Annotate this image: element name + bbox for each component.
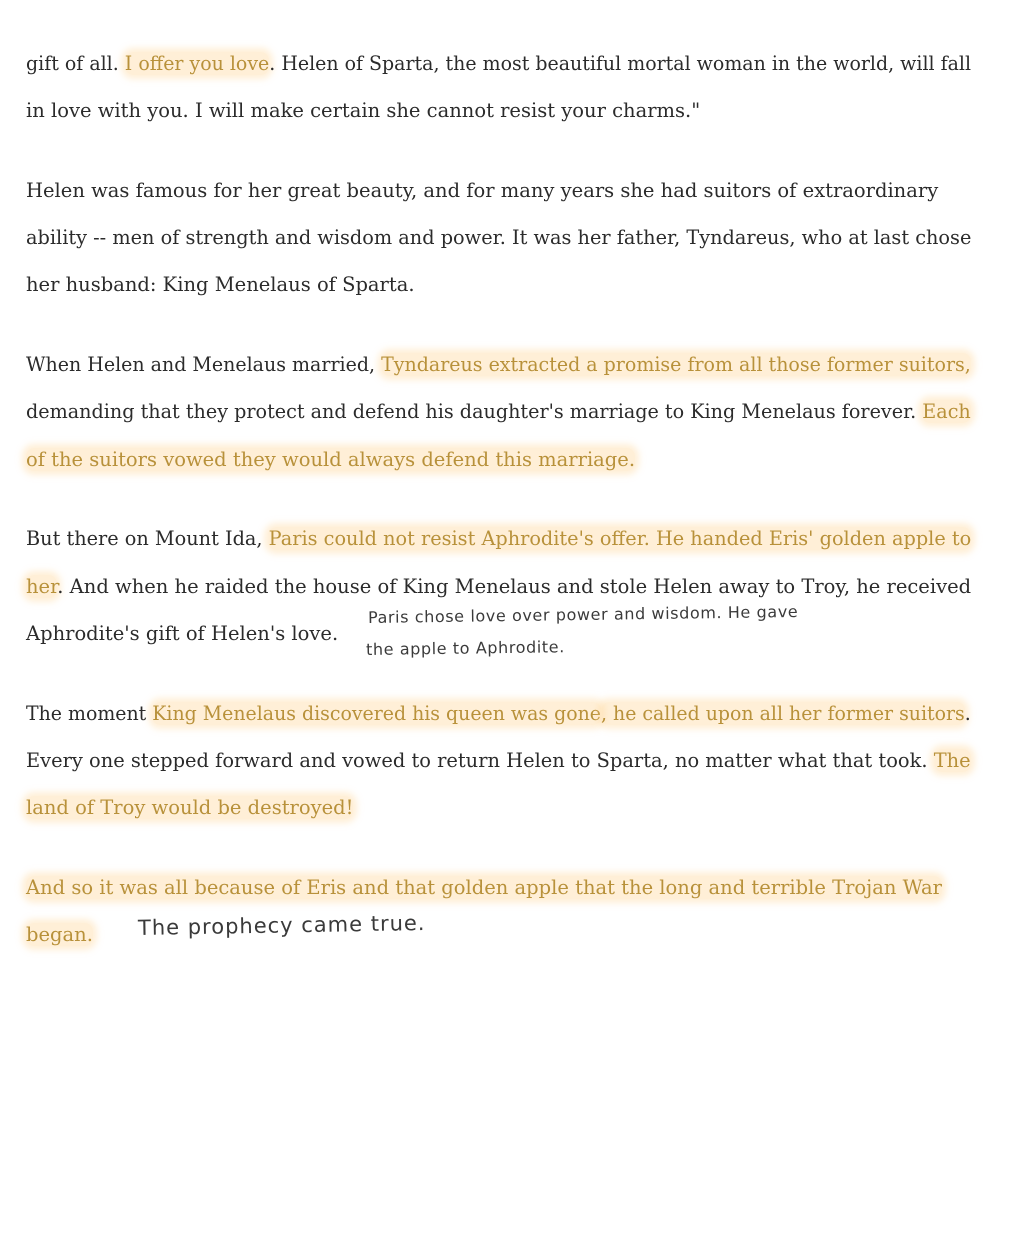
text-run: But there on Mount Ida,	[26, 527, 269, 550]
paragraph-4-line-1	[26, 526, 971, 552]
highlighted-text: Paris could not resist Aphrodite's offer. He handed Eris' golden apple to	[268, 527, 972, 550]
highlighted-text: King Menelaus discovered his queen was gone	[152, 702, 602, 725]
text-run: . Helen of Sparta, the most beautiful mortal woman in the world, will fall	[269, 52, 972, 75]
highlighted-text: And so it was all because of Eris and that golden apple that the long and terrible Trojan War	[26, 876, 942, 899]
paragraph-5-line-1	[26, 701, 971, 727]
text-run: gift of all.	[26, 52, 125, 75]
highlighted-text: Each	[922, 400, 971, 423]
paragraph-3-line-3	[26, 447, 635, 473]
paragraph-3-line-1	[26, 352, 971, 378]
text-run: demanding that they protect and defend his daughter's marriage to King Menelaus forever.	[26, 400, 923, 423]
handwritten-note-2: The prophecy came true.	[137, 910, 426, 940]
paragraph-2-line-1: Helen was famous for her great beauty, and for many years she had suitors of extraordinary	[26, 179, 939, 202]
paragraph-2-line-2: ability -- men of strength and wisdom and power. It was her father, Tyndareus, who at last chose	[26, 226, 972, 249]
highlighted-text: of the suitors vowed they would always defend this marriage.	[26, 448, 636, 471]
highlighted-text: The	[933, 749, 971, 772]
text-run: The moment	[26, 702, 153, 725]
text-run: When Helen and Menelaus married,	[26, 353, 382, 376]
highlighted-text: Tyndareus extracted a promise from all those former suitors,	[381, 353, 971, 376]
paragraph-5-line-2	[26, 748, 971, 774]
text-run: Every one stepped forward and vowed to return Helen to Sparta, no matter what that took.	[26, 749, 934, 772]
handwritten-note-1-line-2: the apple to Aphrodite.	[365, 637, 565, 659]
paragraph-5-line-3	[26, 795, 353, 821]
paragraph-3-line-2	[26, 399, 971, 425]
text-run: . And when he raided the house of King Menelaus and stole Helen away to Troy, he received	[57, 575, 972, 598]
paragraph-1-line-2: in love with you. I will make certain she cannot resist your charms."	[26, 99, 701, 122]
paragraph-6-line-2	[26, 922, 93, 948]
paragraph-1-line-1	[26, 51, 971, 77]
highlighted-text: I offer you love	[124, 52, 270, 75]
highlighted-text: , he called upon all her former suitors	[601, 702, 965, 725]
paragraph-4-line-2	[26, 574, 971, 600]
handwritten-note-1-line-1: Paris chose love over power and wisdom. He gave	[367, 601, 799, 627]
highlighted-text: land of Troy would be destroyed!	[26, 796, 354, 819]
highlighted-text: her	[26, 575, 58, 598]
highlighted-text: began.	[26, 923, 93, 946]
text-run: .	[964, 702, 971, 725]
paragraph-2-line-3: her husband: King Menelaus of Sparta.	[26, 273, 415, 296]
paragraph-6-line-1	[26, 875, 942, 901]
paragraph-4-line-3: Aphrodite's gift of Helen's love.	[26, 622, 339, 645]
